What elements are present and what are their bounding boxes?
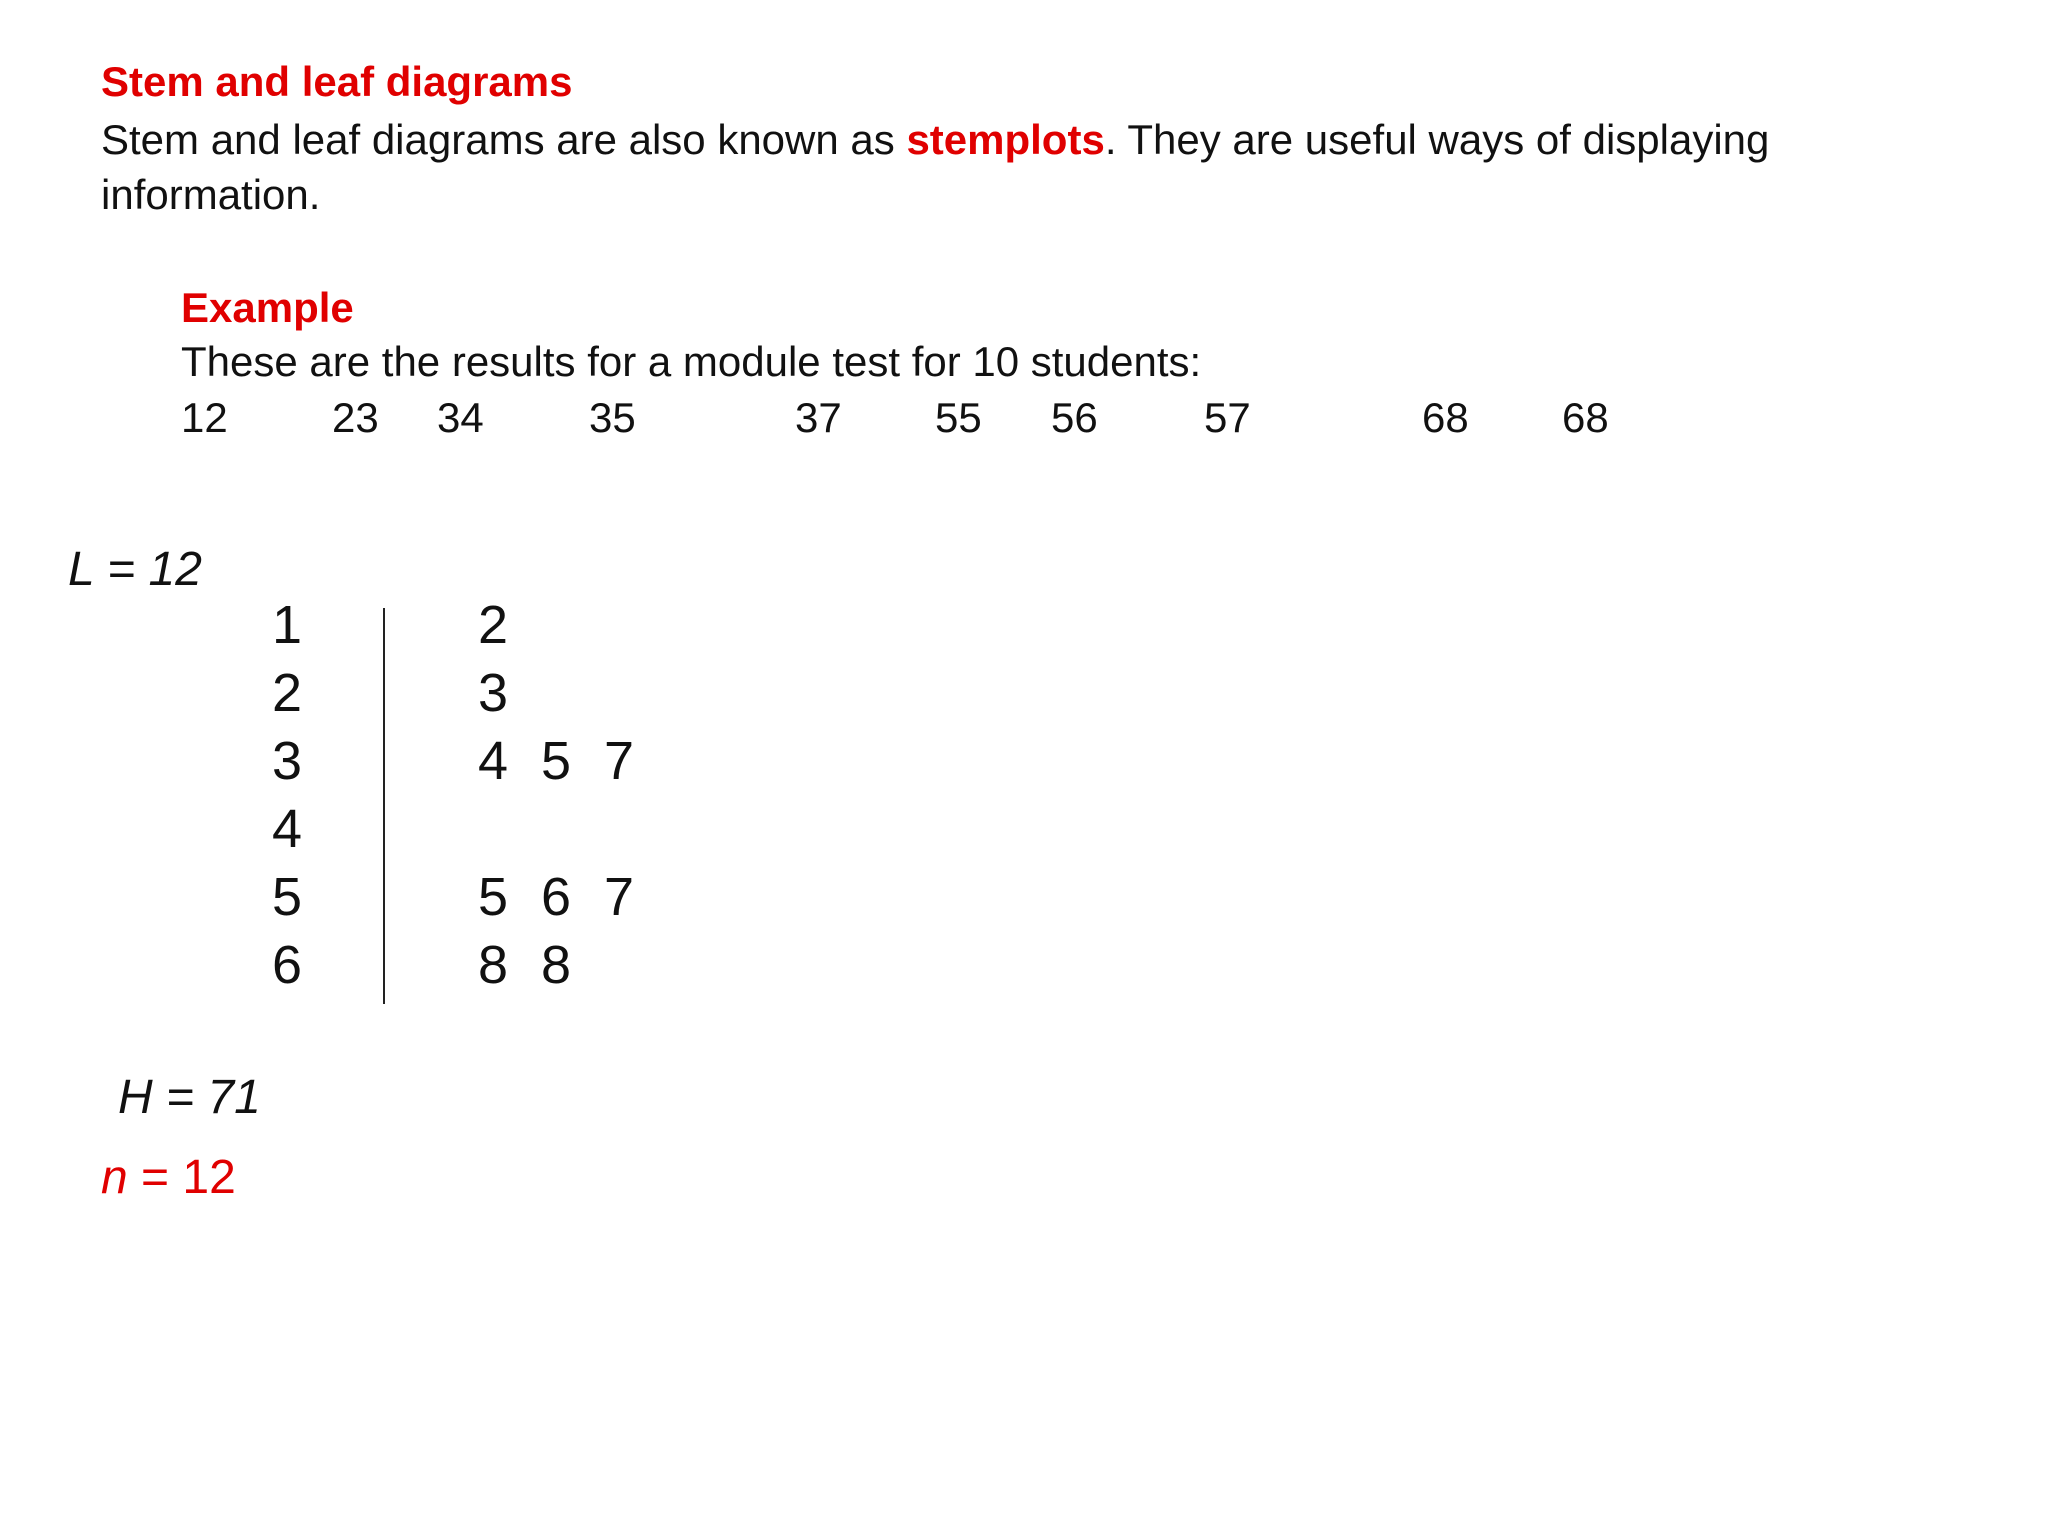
leaf-row bbox=[478, 662, 541, 724]
intro-paragraph bbox=[101, 112, 1801, 222]
data-value: 12 bbox=[181, 394, 228, 441]
data-value: 57 bbox=[1204, 394, 1251, 441]
leaf-row bbox=[478, 934, 604, 996]
stem-leaf-divider bbox=[383, 608, 385, 1004]
high-value: = 71 bbox=[152, 1071, 261, 1124]
leaf-value: 7 bbox=[604, 867, 635, 927]
page-title: Stem and leaf diagrams bbox=[101, 58, 573, 105]
data-value: 35 bbox=[589, 394, 636, 441]
stem-value: 2 bbox=[272, 663, 303, 723]
stem-value: 5 bbox=[272, 867, 303, 927]
data-value: 34 bbox=[437, 394, 484, 441]
intro-keyword: stemplots bbox=[906, 116, 1105, 163]
count-value: = 12 bbox=[127, 1151, 236, 1204]
leaf-row bbox=[478, 730, 667, 792]
intro-text-after: . They are useful ways of displaying information. bbox=[101, 116, 1770, 218]
data-value: 56 bbox=[1051, 394, 1098, 441]
leaf-value: 5 bbox=[478, 867, 509, 927]
leaf-value: 8 bbox=[478, 935, 509, 995]
stem-value: 3 bbox=[272, 731, 303, 791]
stem-value: 4 bbox=[272, 799, 303, 859]
leaf-value: 7 bbox=[604, 731, 635, 791]
leaf-value: 6 bbox=[541, 867, 572, 927]
stem-value: 6 bbox=[272, 935, 303, 995]
leaf-row bbox=[478, 594, 541, 656]
leaf-value: 2 bbox=[478, 595, 509, 655]
low-value: = 12 bbox=[93, 543, 202, 596]
high-symbol: H bbox=[118, 1071, 153, 1124]
example-description: These are the results for a module test for 10 students: bbox=[181, 338, 1202, 385]
leaf-value: 8 bbox=[541, 935, 572, 995]
leaf-value: 4 bbox=[478, 731, 509, 791]
count-symbol: n bbox=[101, 1151, 128, 1204]
lowest-value-label bbox=[68, 542, 202, 597]
leaf-value: 5 bbox=[541, 731, 572, 791]
highest-value-label bbox=[118, 1070, 261, 1125]
intro-text-before: Stem and leaf diagrams are also known as bbox=[101, 116, 907, 163]
leaf-row bbox=[478, 866, 667, 928]
data-value: 23 bbox=[332, 394, 379, 441]
data-value: 68 bbox=[1422, 394, 1469, 441]
example-heading: Example bbox=[181, 284, 354, 331]
sample-size-label bbox=[101, 1150, 236, 1205]
stem-value: 1 bbox=[272, 595, 303, 655]
data-value: 37 bbox=[795, 394, 842, 441]
leaf-value: 3 bbox=[478, 663, 509, 723]
data-value: 55 bbox=[935, 394, 982, 441]
low-symbol: L bbox=[68, 543, 94, 596]
data-value: 68 bbox=[1562, 394, 1609, 441]
